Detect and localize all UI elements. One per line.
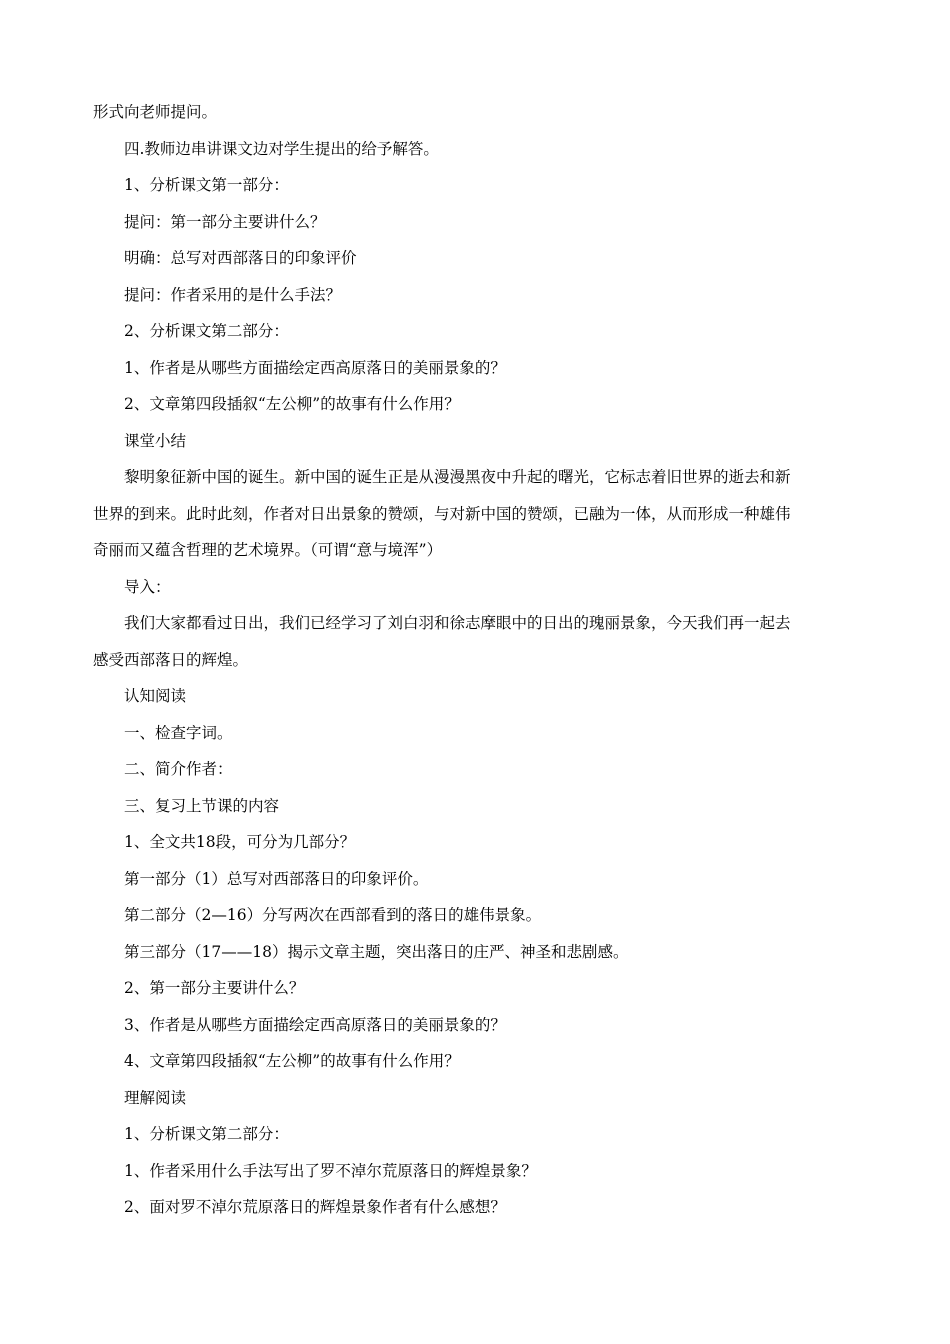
text-line: 形式向老师提问。 — [93, 103, 218, 121]
text-line: 第三部分（17——18）揭示文章主题，突出落日的庄严、神圣和悲剧感。 — [124, 942, 629, 961]
text-line: 课堂小结 — [124, 431, 187, 450]
text-line: 明确：总写对西部落日的印象评价 — [124, 249, 357, 267]
text-line: 1、作者是从哪些方面描绘定西高原落日的美丽景象的？ — [124, 358, 506, 377]
text-line: 1、全文共18段，可分为几部分？ — [124, 833, 356, 851]
text-line: 2、文章第四段插叙“左公柳”的故事有什么作用？ — [124, 395, 460, 413]
text-line: 四.教师边串讲课文边对学生提出的给予解答。 — [124, 139, 439, 158]
text-line: 提问：作者采用的是什么手法？ — [124, 285, 342, 304]
text-line: 理解阅读 — [124, 1088, 187, 1107]
text-line: 3、作者是从哪些方面描绘定西高原落日的美丽景象的？ — [124, 1015, 506, 1034]
text-line: 导入： — [124, 577, 171, 596]
text-line: 感受西部落日的辉煌。 — [93, 650, 249, 669]
text-line: 三、复习上节课的内容 — [124, 796, 280, 815]
text-line: 黎明象征新中国的诞生。新中国的诞生正是从漫漫黑夜中升起的曙光，它标志着旧世界的逝去和新 — [124, 468, 791, 486]
text-line: 世界的到来。此时此刻，作者对日出景象的赞颂，与对新中国的赞颂，已融为一体，从而形成一种雄伟 — [93, 504, 791, 523]
text-line: 我们大家都看过日出，我们已经学习了刘白羽和徐志摩眼中的日出的瑰丽景象，今天我们再一起去 — [124, 614, 791, 632]
text-line: 奇丽而又蕴含哲理的艺术境界。（可谓“意与境浑”） — [93, 541, 443, 559]
text-line: 第一部分（1）总写对西部落日的印象评价。 — [124, 869, 429, 888]
document-body — [93, 94, 861, 1226]
text-line: 2、面对罗不淖尔荒原落日的辉煌景象作者有什么感想？ — [124, 1198, 506, 1216]
text-line: 二、简介作者： — [124, 760, 233, 778]
text-line: 1、分析课文第二部分： — [124, 1125, 289, 1143]
text-line: 第二部分（2—16）分写两次在西部看到的落日的雄伟景象。 — [124, 906, 542, 924]
text-line: 提问：第一部分主要讲什么？ — [124, 212, 326, 231]
text-line: 4、文章第四段插叙“左公柳”的故事有什么作用？ — [124, 1052, 460, 1070]
text-line: 一、检查字词。 — [124, 723, 233, 742]
text-line: 2、第一部分主要讲什么？ — [124, 979, 305, 997]
text-line: 1、分析课文第一部分： — [124, 176, 289, 194]
text-line: 认知阅读 — [124, 687, 187, 705]
text-line: 1、作者采用什么手法写出了罗不淖尔荒原落日的辉煌景象？ — [124, 1161, 537, 1180]
text-line: 2、分析课文第二部分： — [124, 322, 289, 340]
